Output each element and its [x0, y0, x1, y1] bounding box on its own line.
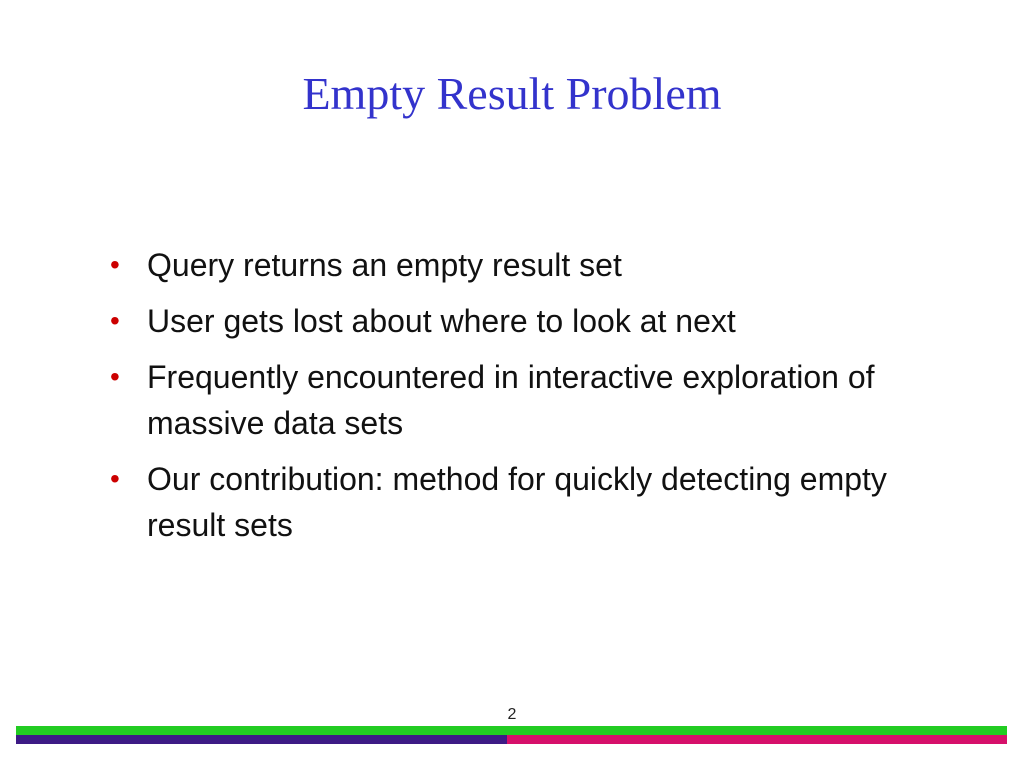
bullet-list	[110, 242, 910, 558]
bullet-dot-icon: •	[110, 361, 120, 392]
bullet-item	[110, 456, 910, 548]
bullet-item	[110, 242, 910, 288]
bullet-text: Frequently encountered in interactive exploration of massive data sets	[147, 359, 875, 441]
footer-bar-top	[16, 726, 1007, 735]
footer-bar-bottom-left	[16, 735, 507, 744]
bullet-dot-icon: •	[110, 463, 120, 494]
bullet-dot-icon: •	[110, 249, 120, 280]
footer-bar-bottom-right	[507, 735, 1007, 744]
bullet-dot-icon: •	[110, 305, 120, 336]
bullet-text: User gets lost about where to look at next	[147, 303, 736, 339]
bullet-item	[110, 298, 910, 344]
bullet-text: Query returns an empty result set	[147, 247, 622, 283]
bullet-text: Our contribution: method for quickly detecting empty result sets	[147, 461, 887, 543]
bullet-item	[110, 354, 910, 446]
slide-title: Empty Result Problem	[302, 68, 722, 119]
page-number: 2	[507, 706, 517, 723]
